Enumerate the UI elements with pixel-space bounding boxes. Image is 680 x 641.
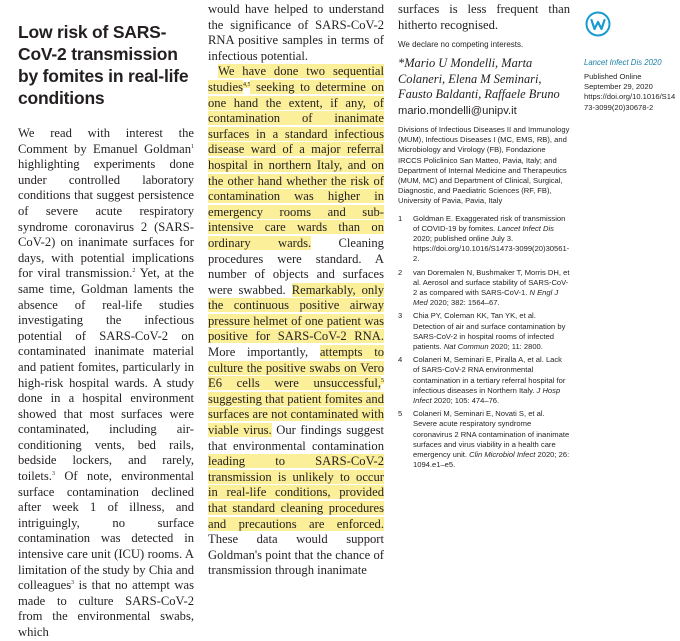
reference-number: 5 xyxy=(398,409,403,419)
reference-text: Colaneri M, Seminari E, Novati S, et al. Severe acute respiratory syndrome coronavirus 2 RNA contamination of inanimate surfaces and virus viability in a health care emergency unit. xyxy=(413,409,570,460)
reference-item xyxy=(398,355,570,406)
reference-item xyxy=(398,214,570,265)
citation[interactable]: 1 xyxy=(191,143,194,150)
text-run: Of note, environmental surface contamination declined after week 1 of illness, and intriguingly, no surface contamination was detected in intensive care unit (ICU) rooms. A limitation of the study by Chia and colleagues xyxy=(18,469,194,593)
reference-journal: J Hosp Infect xyxy=(413,385,561,406)
highlighted-text: suggesting that patient fomites and surfaces are not contaminated with viable virus. xyxy=(208,391,384,438)
reference-text: 2020; 105: 474–76. xyxy=(431,396,500,406)
highlighted-text: leading to SARS-CoV-2 transmission is unlikely to occur in real-life conditions, provided that standard cleaning procedures and precautions are enforced. xyxy=(208,454,384,531)
column-1 xyxy=(18,0,194,641)
reference-text: 2020; 382: 1564–67. xyxy=(427,298,500,308)
citation[interactable]: 3 xyxy=(71,580,75,587)
reference-number: 2 xyxy=(398,267,403,277)
author-list: *Mario U Mondelli, Marta Colaneri, Elena M Seminari, Fausto Baldanti, Raffaele Bruno xyxy=(398,56,560,102)
reference-number: 1 xyxy=(398,213,403,223)
paragraph-1 xyxy=(18,126,194,641)
text-run: Our findings suggest that environmental contamination xyxy=(208,423,384,453)
text-run: Cleaning procedures were standard. A number of objects and surfaces were swabbed. xyxy=(208,235,384,297)
article-title: Low risk of SARS-CoV-2 transmission by fomites in real-life conditions xyxy=(18,22,189,108)
published-online-label: Published Online xyxy=(584,72,642,81)
text-run: We read with interest the Comment by Emanuel Goldman xyxy=(18,126,194,156)
reference-item xyxy=(398,409,570,470)
sidebar xyxy=(584,0,678,113)
citation[interactable]: 4,5 xyxy=(242,81,251,88)
reference-text: Colaneri M, Seminari E, Piralla A, et al. Lack of SARS-CoV-2 RNA environmental contamination in a tertiary referral hospital for infectious diseases in Northern Italy. xyxy=(413,355,566,395)
reference-item xyxy=(398,268,570,309)
highlighted-text: Remarkably, only the continuous positive airway pressure helmet of one patient was positive for SARS-CoV-2 RNA. xyxy=(208,282,384,344)
reference-text: Goldman E. Exaggerated risk of transmission of COVID-19 by fomites. xyxy=(413,213,566,233)
reference-number: 4 xyxy=(398,355,403,365)
paragraph-continuation: would have helped to understand the significance of SARS-CoV-2 RNA positive samples in terms of infectious potential. xyxy=(208,2,384,63)
text-run: More importantly, xyxy=(208,345,320,360)
reference-journal: Lancet Infect Dis xyxy=(497,223,554,233)
reference-journal: N Engl J Med xyxy=(413,288,559,308)
affiliations: Divisions of Infectious Diseases II and Immunology (MUM), Infectious Diseases I (MC, EMS, RB), and Microbiology and Virology (FB), Fondazione IRCCS Policlinico San Matteo, Pavia, Italy; and Department of Internal Medicine and Therapeutics (MUM, MC) and Department of Clinical, Surgical, Diagnostic, and Paediatric Sciences (RF, FB), University of Pavia, Pavia, Italy xyxy=(398,124,570,206)
reference-item xyxy=(398,311,570,352)
reference-text: Chia PY, Coleman KK, Tan YK, et al. Detection of air and surface contamination by SARS-CoV-2 in hospital rooms of infected patients. xyxy=(413,311,566,352)
text-run: Yet, at the same time, Goldman laments the absence of real-life studies investigating the infectious potential of SARS-CoV-2 on contaminated inanimate material and patient fomites, particularly in high-risk hospital wards. A study done in a hospital environment showed that most surfaces were contaminated, including air-conditioning vents, bed rails, bedside lockers, and rarely, toilets. xyxy=(18,266,194,484)
reference-journal: Clin Microbiol Infect xyxy=(469,450,536,460)
text-run: is that no attempt was made to culture SARS-CoV-2 from the environmental swabs, which xyxy=(18,578,194,639)
citation[interactable]: 3 xyxy=(51,471,55,478)
published-date: September 29, 2020 xyxy=(584,82,653,92)
paragraph-end: surfaces is less frequent than hitherto recognised. xyxy=(398,2,570,32)
citation[interactable]: 2 xyxy=(132,268,136,275)
citation[interactable]: 5 xyxy=(381,378,384,385)
doi-link[interactable]: https://doi.org/10.1016/S1473-3099(20)30678-2 xyxy=(584,92,676,112)
lancet-logo-icon xyxy=(585,11,611,37)
paragraph-2 xyxy=(208,64,384,579)
competing-interests: We declare no competing interests. xyxy=(398,40,524,50)
reference-text: 2020; 11: 2800. xyxy=(488,342,543,352)
column-2 xyxy=(208,0,384,579)
reference-list xyxy=(398,214,570,471)
corresponding-email[interactable]: mario.mondelli@unipv.it xyxy=(398,104,517,117)
highlighted-text: We have done two sequential studies xyxy=(208,64,384,94)
reference-text: van Doremalen N, Bushmaker T, Morris DH, et al. Aerosol and surface stability of SARS-CoV-2 as compared with SARS-CoV-1. xyxy=(413,267,570,298)
column-3 xyxy=(398,0,570,473)
text-run: These data would support Goldman's point that the chance of transmission through inanimate xyxy=(208,532,384,578)
reference-number: 3 xyxy=(398,311,403,321)
reference-text: 2020; 26: 1094.e1–e5. xyxy=(413,450,570,470)
journal-citation[interactable]: Lancet Infect Dis 2020 xyxy=(584,58,662,67)
text-run: highlighting experiments done under controlled laboratory conditions that suggest persistence of severe acute respiratory syndrome coronavirus 2 (SARS-CoV-2) on inanimate surfaces for days, with potential implications for viral transmission. xyxy=(18,157,194,281)
reference-text: 2020; published online July 3. https://doi.org/10.1016/S1473-3099(20)30561-2. xyxy=(413,234,570,264)
reference-journal: Nat Commun xyxy=(443,342,489,352)
highlighted-text: seeking to determine on one hand the extent, if any, of contamination of inanimate surfaces in a standard infectious disease ward of a major referral hospital in northern Italy, and on the other hand whether the risk of contamination was higher in emergency rooms and sub-intensive care wards than on ordinary wards. xyxy=(208,79,384,250)
highlighted-text: attempts to culture the positive swabs on Vero E6 cells were unsuccessful, xyxy=(208,345,384,391)
